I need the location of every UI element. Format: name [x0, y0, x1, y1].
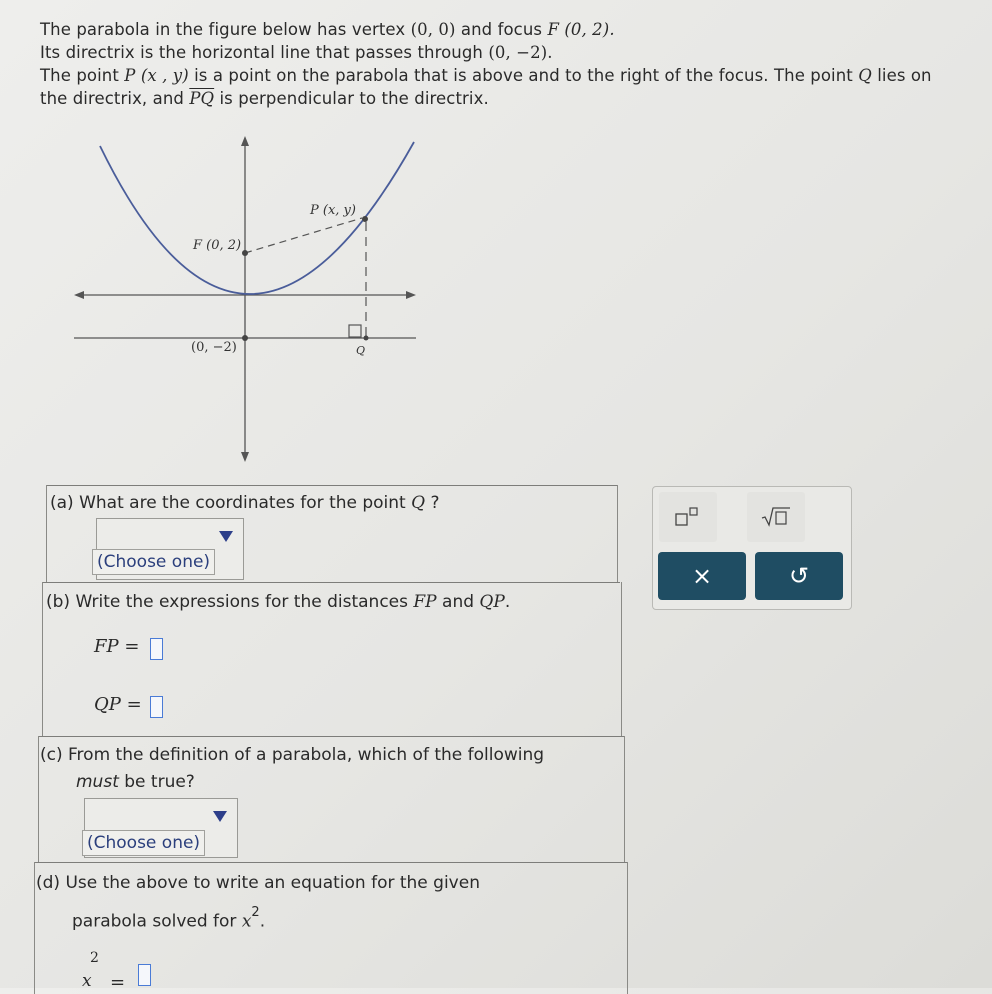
border-left-b [42, 582, 43, 736]
question-d-line-2 [72, 905, 266, 932]
clear-button[interactable] [658, 552, 746, 600]
question-b-text: (b) Write the expressions for the distances [46, 592, 414, 612]
intro-text: is perpendicular to the directrix. [214, 89, 489, 108]
close-icon: × [691, 562, 713, 590]
border-right-b [621, 582, 622, 736]
x-axis-arrow-right [406, 291, 416, 299]
intro-line-4 [40, 87, 975, 110]
question-c-line-2 [76, 772, 195, 792]
intro-line-2 [40, 41, 975, 64]
question-c-line-1: (c) From the definition of a parabola, which of the following [40, 745, 545, 765]
answer-x-var: x [82, 971, 92, 991]
point-p: P (x , y) [124, 66, 189, 85]
point-q-dot [364, 336, 369, 341]
focus-coord: F (0, 2). [547, 20, 615, 39]
label-q: Q [356, 344, 366, 357]
intro-text: The point [40, 66, 125, 85]
vertex-coord: (0, 0) [410, 20, 456, 39]
label-f: F (0, 2) [193, 238, 242, 253]
undo-button[interactable] [755, 552, 843, 600]
divider-top-a [46, 485, 618, 486]
label-p: P (x, y) [310, 203, 356, 218]
divider-c-d [34, 862, 628, 863]
intro-text: Its directrix is the horizontal line that passes through [40, 43, 489, 62]
question-b-var-fp: FP [413, 592, 437, 612]
point-p-dot [362, 216, 368, 222]
question-c-choose-one[interactable]: (Choose one) [82, 830, 205, 856]
right-angle-marker [349, 325, 361, 337]
question-a-text: (a) What are the coordinates for the point [50, 493, 412, 513]
y-axis-arrow-down [241, 452, 249, 462]
qp-input[interactable] [150, 696, 163, 718]
undo-icon: ↺ [788, 562, 810, 590]
border-left-d [34, 862, 35, 994]
chevron-down-icon [219, 531, 233, 542]
answer-exponent: 2 [90, 950, 99, 966]
fp-label: FP = [94, 636, 140, 657]
question-b-mid: and [436, 592, 480, 612]
border-left-a [46, 485, 47, 582]
question-d-exp: 2 [251, 905, 260, 920]
question-c-must: must [76, 772, 119, 792]
intro-line-3 [40, 64, 975, 87]
intro-text: the directrix, and [40, 89, 190, 108]
intro-text: The parabola in the figure below has vertex [40, 20, 411, 39]
x-squared-input[interactable] [138, 964, 151, 986]
superscript-template-button[interactable] [659, 492, 717, 542]
question-a [50, 493, 440, 513]
parabola-figure [60, 128, 430, 468]
answer-equals: = [110, 972, 126, 993]
intro-line-1 [40, 18, 975, 41]
label-directrix-point: (0, −2) [191, 340, 237, 355]
divider-a-b [42, 582, 620, 583]
intro-text: is a point on the parabola that is above and to the right of the focus. The point [188, 66, 859, 85]
y-axis-arrow-up [241, 136, 249, 146]
border-left-c [38, 736, 39, 862]
divider-b-c [38, 736, 624, 737]
x-axis-arrow-left [74, 291, 84, 299]
math-toolbox [652, 486, 852, 610]
fp-input[interactable] [150, 638, 163, 660]
question-b-end: . [504, 592, 511, 612]
problem-statement [40, 18, 975, 110]
superscript-template-icon [674, 506, 702, 528]
directrix-coord: (0, −2). [488, 43, 553, 62]
question-b-var-qp: QP [479, 592, 505, 612]
qp-label: QP = [94, 694, 142, 715]
question-a-choose-one[interactable]: (Choose one) [92, 549, 215, 575]
point-q: Q [858, 66, 872, 85]
square-root-template-icon [761, 506, 791, 528]
intro-text: and focus [455, 20, 548, 39]
question-d-var: x [241, 911, 252, 932]
question-d-end: . [259, 911, 266, 932]
border-right-d [627, 862, 628, 994]
question-a-tail: ? [425, 493, 440, 513]
question-b [46, 592, 510, 612]
square-root-template-button[interactable] [747, 492, 805, 542]
intro-text: lies on [871, 66, 932, 85]
questions-panel [30, 484, 628, 994]
directrix-point [242, 335, 248, 341]
border-right-a [617, 485, 618, 582]
question-a-var: Q [411, 493, 426, 513]
question-c-rest: be true? [118, 772, 195, 792]
chevron-down-icon [213, 811, 227, 822]
question-d-text: parabola solved for [72, 911, 242, 932]
border-right-c [624, 736, 625, 862]
focus-point [242, 250, 248, 256]
question-d-line-1: (d) Use the above to write an equation for the given [36, 873, 480, 893]
segment-pq: $\overline{PQ}$ [189, 89, 215, 108]
segment-fp [245, 218, 362, 253]
